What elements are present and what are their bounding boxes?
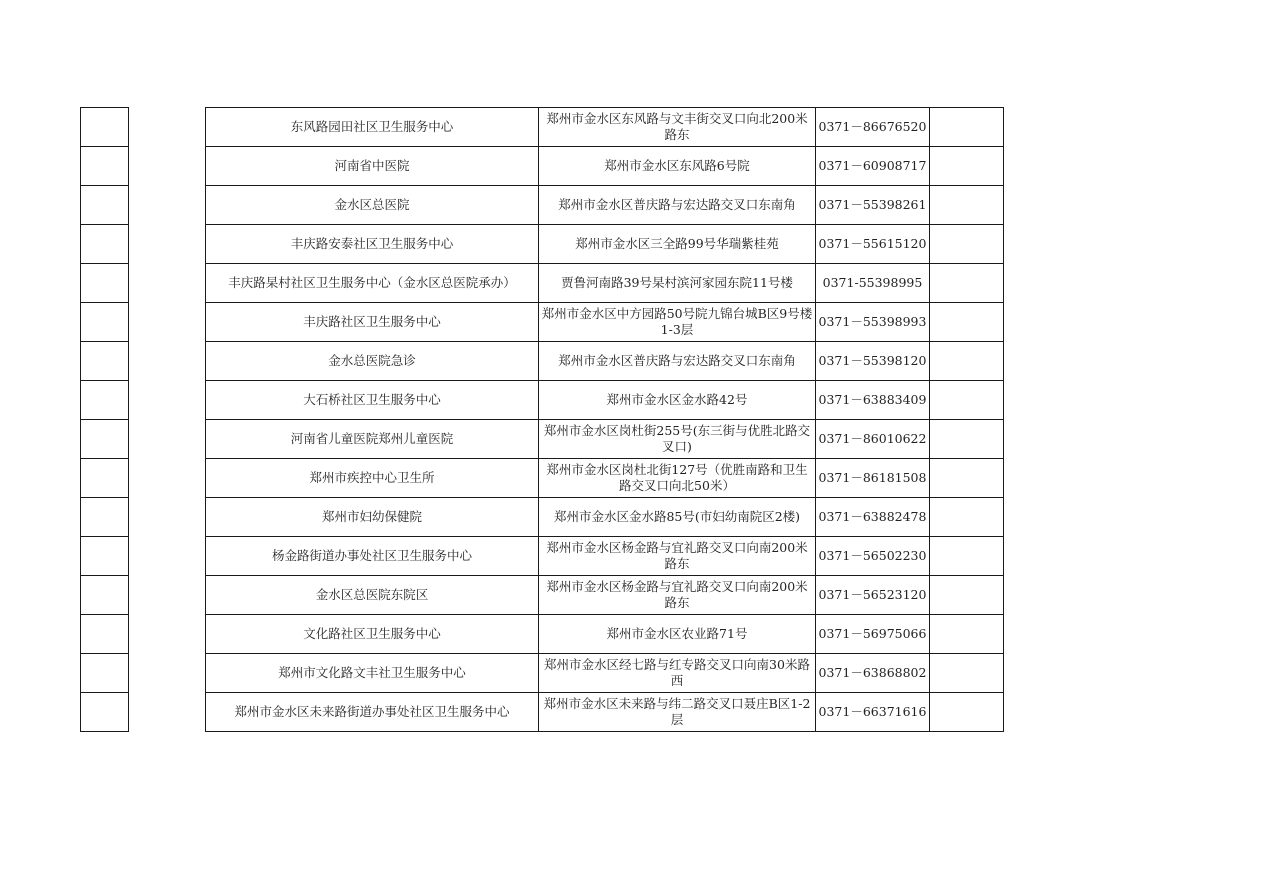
phone-cell: 0371－56502230 [816, 537, 930, 576]
table-row [206, 303, 1004, 342]
notes-cell [930, 342, 1004, 381]
index-row [81, 420, 129, 459]
phone-cell: 0371－56975066 [816, 615, 930, 654]
table-row [206, 420, 1004, 459]
address-cell: 郑州市金水区普庆路与宏达路交叉口东南角 [539, 342, 816, 381]
row-index-column [80, 107, 129, 732]
index-cell [81, 186, 129, 225]
index-row [81, 342, 129, 381]
address-cell: 郑州市金水区东风路6号院 [539, 147, 816, 186]
table-row [206, 537, 1004, 576]
table-row [206, 381, 1004, 420]
notes-cell [930, 537, 1004, 576]
index-cell [81, 576, 129, 615]
phone-cell: 0371－55398261 [816, 186, 930, 225]
phone-cell: 0371－66371616 [816, 693, 930, 732]
notes-cell [930, 264, 1004, 303]
notes-cell [930, 186, 1004, 225]
address-cell: 郑州市金水区农业路71号 [539, 615, 816, 654]
index-cell [81, 264, 129, 303]
clinic-name-cell: 郑州市金水区未来路街道办事处社区卫生服务中心 [206, 693, 539, 732]
table-row [206, 615, 1004, 654]
index-row [81, 537, 129, 576]
address-cell: 郑州市金水区三全路99号华瑞紫桂苑 [539, 225, 816, 264]
clinic-directory-table [205, 107, 1004, 732]
index-row [81, 225, 129, 264]
clinic-name-cell: 金水区总医院 [206, 186, 539, 225]
index-row [81, 615, 129, 654]
clinic-name-cell: 东风路园田社区卫生服务中心 [206, 108, 539, 147]
phone-cell: 0371－86181508 [816, 459, 930, 498]
phone-cell: 0371－86676520 [816, 108, 930, 147]
index-row [81, 147, 129, 186]
phone-cell: 0371－55398993 [816, 303, 930, 342]
table-row [206, 147, 1004, 186]
index-cell [81, 381, 129, 420]
index-cell [81, 459, 129, 498]
notes-cell [930, 693, 1004, 732]
clinic-name-cell: 杨金路街道办事处社区卫生服务中心 [206, 537, 539, 576]
index-cell [81, 654, 129, 693]
address-cell: 郑州市金水区岗杜街255号(东三街与优胜北路交叉口) [539, 420, 816, 459]
index-row [81, 264, 129, 303]
clinic-name-cell: 金水总医院急诊 [206, 342, 539, 381]
clinic-name-cell: 河南省中医院 [206, 147, 539, 186]
table-row [206, 459, 1004, 498]
address-cell: 郑州市金水区未来路与纬二路交叉口聂庄B区1-2层 [539, 693, 816, 732]
table-row [206, 498, 1004, 537]
index-cell [81, 693, 129, 732]
clinic-name-cell: 丰庆路杲村社区卫生服务中心（金水区总医院承办） [206, 264, 539, 303]
table-row [206, 225, 1004, 264]
phone-cell: 0371－55615120 [816, 225, 930, 264]
clinic-name-cell: 郑州市妇幼保健院 [206, 498, 539, 537]
index-row [81, 459, 129, 498]
phone-cell: 0371－56523120 [816, 576, 930, 615]
index-row [81, 381, 129, 420]
clinic-name-cell: 丰庆路社区卫生服务中心 [206, 303, 539, 342]
table-row [206, 108, 1004, 147]
phone-cell: 0371－63868802 [816, 654, 930, 693]
clinic-name-cell: 文化路社区卫生服务中心 [206, 615, 539, 654]
index-row [81, 498, 129, 537]
notes-cell [930, 147, 1004, 186]
index-cell [81, 615, 129, 654]
table-row [206, 654, 1004, 693]
clinic-name-cell: 郑州市文化路文丰社卫生服务中心 [206, 654, 539, 693]
index-cell [81, 225, 129, 264]
table-row [206, 693, 1004, 732]
address-cell: 郑州市金水区经七路与红专路交叉口向南30米路西 [539, 654, 816, 693]
index-cell [81, 420, 129, 459]
phone-cell: 0371-55398995 [816, 264, 930, 303]
address-cell: 郑州市金水区杨金路与宜礼路交叉口向南200米路东 [539, 537, 816, 576]
address-cell: 郑州市金水区金水路85号(市妇幼南院区2楼) [539, 498, 816, 537]
notes-cell [930, 381, 1004, 420]
notes-cell [930, 108, 1004, 147]
notes-cell [930, 420, 1004, 459]
index-row [81, 186, 129, 225]
index-row [81, 108, 129, 147]
index-cell [81, 342, 129, 381]
address-cell: 郑州市金水区金水路42号 [539, 381, 816, 420]
notes-cell [930, 498, 1004, 537]
phone-cell: 0371－60908717 [816, 147, 930, 186]
address-cell: 贾鲁河南路39号杲村滨河家园东院11号楼 [539, 264, 816, 303]
index-row [81, 576, 129, 615]
address-cell: 郑州市金水区岗杜北街127号（优胜南路和卫生路交叉口向北50米） [539, 459, 816, 498]
phone-cell: 0371－63883409 [816, 381, 930, 420]
table-row [206, 342, 1004, 381]
index-cell [81, 537, 129, 576]
notes-cell [930, 615, 1004, 654]
clinic-name-cell: 郑州市疾控中心卫生所 [206, 459, 539, 498]
clinic-name-cell: 金水区总医院东院区 [206, 576, 539, 615]
address-cell: 郑州市金水区东风路与文丰街交叉口向北200米路东 [539, 108, 816, 147]
notes-cell [930, 303, 1004, 342]
address-cell: 郑州市金水区中方园路50号院九锦台城B区9号楼1-3层 [539, 303, 816, 342]
table-row [206, 576, 1004, 615]
clinic-name-cell: 大石桥社区卫生服务中心 [206, 381, 539, 420]
address-cell: 郑州市金水区杨金路与宜礼路交叉口向南200米路东 [539, 576, 816, 615]
notes-cell [930, 576, 1004, 615]
notes-cell [930, 225, 1004, 264]
notes-cell [930, 654, 1004, 693]
clinic-name-cell: 河南省儿童医院郑州儿童医院 [206, 420, 539, 459]
index-cell [81, 108, 129, 147]
phone-cell: 0371－55398120 [816, 342, 930, 381]
address-cell: 郑州市金水区普庆路与宏达路交叉口东南角 [539, 186, 816, 225]
clinic-name-cell: 丰庆路安泰社区卫生服务中心 [206, 225, 539, 264]
table-row [206, 264, 1004, 303]
phone-cell: 0371－63882478 [816, 498, 930, 537]
table-row [206, 186, 1004, 225]
phone-cell: 0371－86010622 [816, 420, 930, 459]
index-row [81, 654, 129, 693]
index-row [81, 303, 129, 342]
index-cell [81, 498, 129, 537]
index-cell [81, 303, 129, 342]
index-cell [81, 147, 129, 186]
index-row [81, 693, 129, 732]
notes-cell [930, 459, 1004, 498]
